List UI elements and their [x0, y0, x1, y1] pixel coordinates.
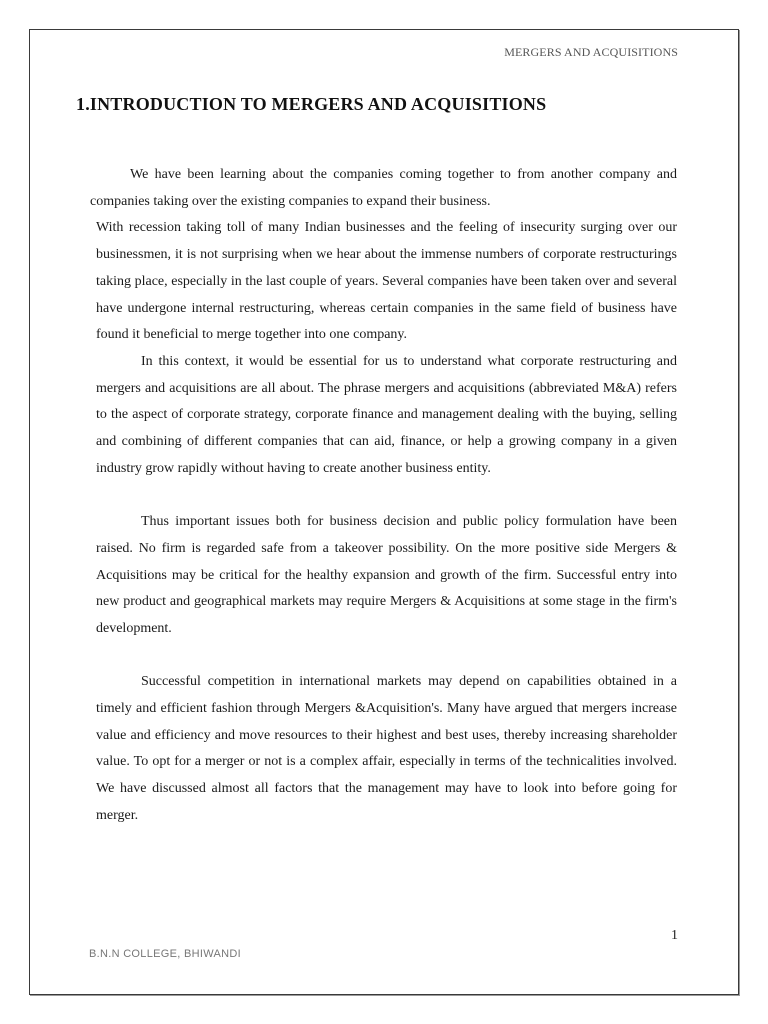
- document-title: 1.INTRODUCTION TO MERGERS AND ACQUISITIONS: [76, 94, 547, 114]
- paragraph-5: Successful competition in international markets may depend on capabilities obtained in a timely and efficient fashion through Mergers &Acquisition's. Many have argued that mergers increase value and efficiency and move resources to their highest and best uses, thereby increasing shareholder value. To opt for a merger or not is a complex affair, especially in terms of the technicalities involved. We have discussed almost all factors that the management may have to look into before going for merger.: [96, 674, 677, 823]
- document-body: [90, 162, 677, 830]
- paragraph-4: Thus important issues both for business decision and public policy formulation have been raised. No firm is regarded safe from a takeover possibility. On the more positive side Mergers & Acquisitions may be critical for the healthy expansion and growth of the firm. Successful entry into new product and geographical markets may require Mergers & Acquisitions at some stage in the firm's development.: [96, 514, 677, 636]
- paragraph-2: With recession taking toll of many Indian businesses and the feeling of insecurity surging over our businessmen, it is not surprising when we hear about the immense numbers of corporate restructurings taking place, especially in the last couple of years. Several companies have been taken over and several have undergone internal restructuring, whereas certain companies in the same field of business have found it beneficial to merge together into one company.: [96, 220, 677, 343]
- footer-college: B.N.N COLLEGE, BHIWANDI: [89, 948, 241, 960]
- paragraph-1: We have been learning about the companies coming together to from another company and companies taking over the existing companies to expand their business.: [90, 167, 677, 209]
- page-number: 1: [671, 928, 678, 943]
- running-header: MERGERS AND ACQUISITIONS: [504, 45, 678, 59]
- paragraph-3: In this context, it would be essential for us to understand what corporate restructuring and mergers and acquisitions are all about. The phrase mergers and acquisitions (abbreviated M&A) refers to the aspect of corporate strategy, corporate finance and management dealing with the buying, selling and combining of different companies that can aid, finance, or help a growing company in a given industry grow rapidly without having to create another business entity.: [96, 353, 677, 476]
